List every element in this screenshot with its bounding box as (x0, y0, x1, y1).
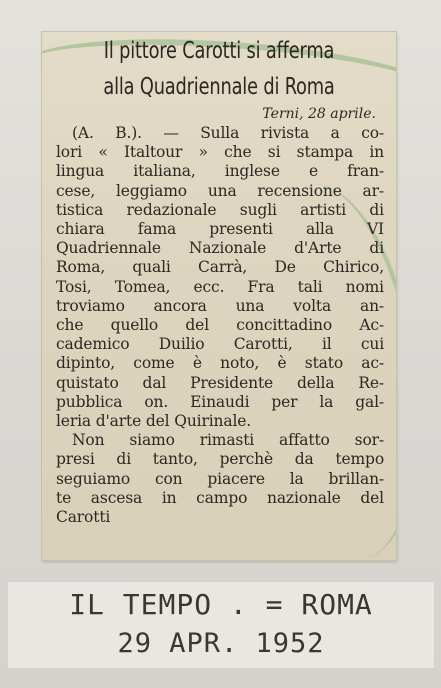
article-body (56, 124, 384, 527)
newspaper-stamp (8, 582, 434, 668)
headline-line-1: Il pittore Carotti si afferma (103, 38, 335, 64)
article-line: cese, leggiamo una recensione ar- (56, 181, 384, 200)
article-line: lingua italiana, inglese e fran- (56, 162, 384, 181)
article-line: seguiamo con piacere la brillan- (56, 469, 384, 488)
article-line: te ascesa in campo nazionale del (56, 488, 384, 507)
article-line: leria d'arte del Quirinale. (56, 412, 252, 431)
article-line: che quello del concittadino Ac- (56, 316, 384, 335)
article-line: troviamo ancora una volta an- (56, 296, 384, 315)
article-line: chiara fama presenti alla VI (56, 220, 384, 239)
newspaper-clipping (42, 32, 396, 560)
article-line: Roma, quali Carrà, De Chirico, (56, 258, 384, 277)
article-line: presi di tanto, perchè da tempo (56, 450, 384, 469)
stamp-date: 29 APR. 1952 (117, 628, 325, 659)
article-line: quistato dal Presidente della Re- (56, 373, 384, 392)
article-line: pubblica on. Einaudi per la gal- (56, 392, 384, 411)
article-line: Tosi, Tomea, ecc. Fra tali nomi (56, 277, 384, 296)
article-line: Quadriennale Nazionale d'Arte di (56, 239, 384, 258)
headline-line-2: alla Quadriennale di Roma (103, 74, 335, 100)
article-line: lori « Italtour » che si stampa in (56, 143, 384, 162)
article-line: dipinto, come è noto, è stato ac- (56, 354, 384, 373)
article-line: (A. B.). — Sulla rivista a co- (72, 124, 384, 142)
article-line: cademico Duilio Carotti, il cui (56, 335, 384, 354)
article-line: Non siamo rimasti affatto sor- (72, 431, 384, 450)
stamp-newspaper-name: IL TEMPO . = ROMA (69, 588, 373, 621)
article-line: tistica redazionale sugli artisti di (56, 200, 384, 219)
dateline: Terni, 28 aprile. (262, 106, 376, 122)
article-line: Carotti (56, 508, 111, 527)
